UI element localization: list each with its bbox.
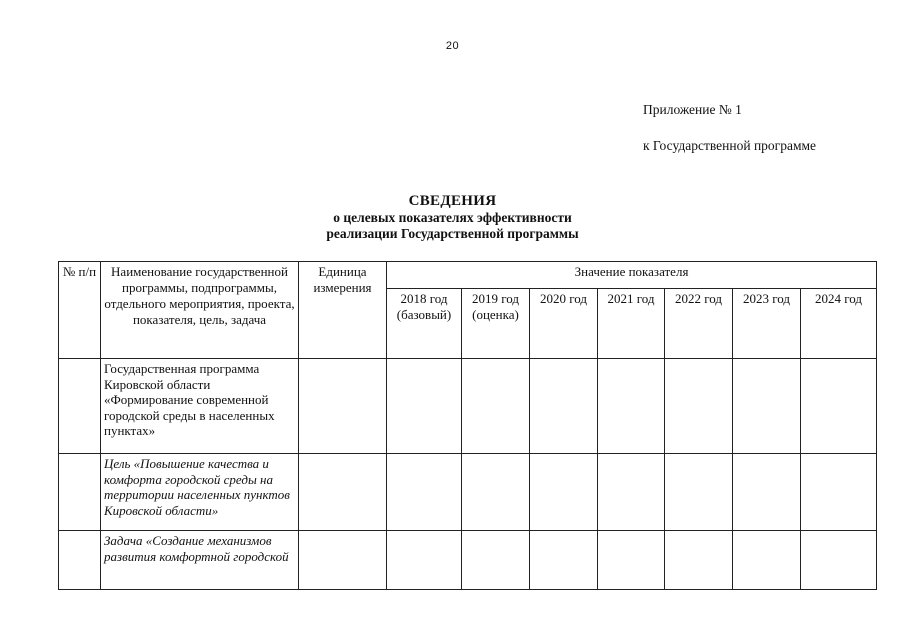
header-unit: Единица измерения	[299, 262, 387, 359]
row-value	[462, 454, 530, 531]
row-value	[387, 359, 462, 454]
row-num	[59, 454, 101, 531]
header-year-2019: 2019 год (оценка)	[462, 289, 530, 359]
header-year-2024: 2024 год	[801, 289, 877, 359]
document-title	[0, 192, 905, 242]
row-name: Задача «Создание механизмов развития комфортной городской	[101, 531, 299, 590]
header-name: Наименование государственной программы, подпрограммы, отдельного мероприятия, проекта, показателя, цель, задача	[101, 262, 299, 359]
row-value	[733, 359, 801, 454]
row-value	[387, 454, 462, 531]
row-num	[59, 531, 101, 590]
title-main: СВЕДЕНИЯ	[408, 193, 497, 209]
row-name: Государственная программа Кировской области «Формирование современной городской среды в населенных пунктах»	[101, 359, 299, 454]
row-value	[387, 531, 462, 590]
header-year-2022: 2022 год	[665, 289, 733, 359]
table-row	[59, 359, 877, 454]
indicators-table	[58, 261, 877, 590]
header-year-2020: 2020 год	[530, 289, 598, 359]
row-value	[598, 454, 665, 531]
row-num	[59, 359, 101, 454]
row-unit	[299, 359, 387, 454]
row-value	[801, 359, 877, 454]
header-row-1	[59, 262, 877, 289]
row-value	[530, 531, 598, 590]
row-value	[462, 359, 530, 454]
table-row	[59, 531, 877, 590]
row-value	[801, 531, 877, 590]
header-value-group: Значение показателя	[387, 262, 877, 289]
row-value	[801, 454, 877, 531]
table-row	[59, 454, 877, 531]
row-value	[598, 531, 665, 590]
row-value	[733, 531, 801, 590]
row-value	[733, 454, 801, 531]
header-year-2023: 2023 год	[733, 289, 801, 359]
row-name: Цель «Повышение качества и комфорта городской среды на территории населенных пунктов Кировской области»	[101, 454, 299, 531]
row-value	[462, 531, 530, 590]
header-num: № п/п	[59, 262, 101, 359]
row-value	[665, 454, 733, 531]
title-line-3: реализации Государственной программы	[326, 226, 579, 241]
row-value	[665, 359, 733, 454]
row-unit	[299, 531, 387, 590]
header-year-2018: 2018 год (базовый)	[387, 289, 462, 359]
row-value	[530, 359, 598, 454]
row-unit	[299, 454, 387, 531]
row-value	[530, 454, 598, 531]
row-value	[598, 359, 665, 454]
header-year-2021: 2021 год	[598, 289, 665, 359]
title-line-2: о целевых показателях эффективности	[333, 210, 572, 225]
row-value	[665, 531, 733, 590]
appendix-reference: к Государственной программе	[643, 138, 817, 153]
appendix-label: Приложение № 1	[643, 102, 742, 117]
page-number: 20	[445, 40, 460, 52]
